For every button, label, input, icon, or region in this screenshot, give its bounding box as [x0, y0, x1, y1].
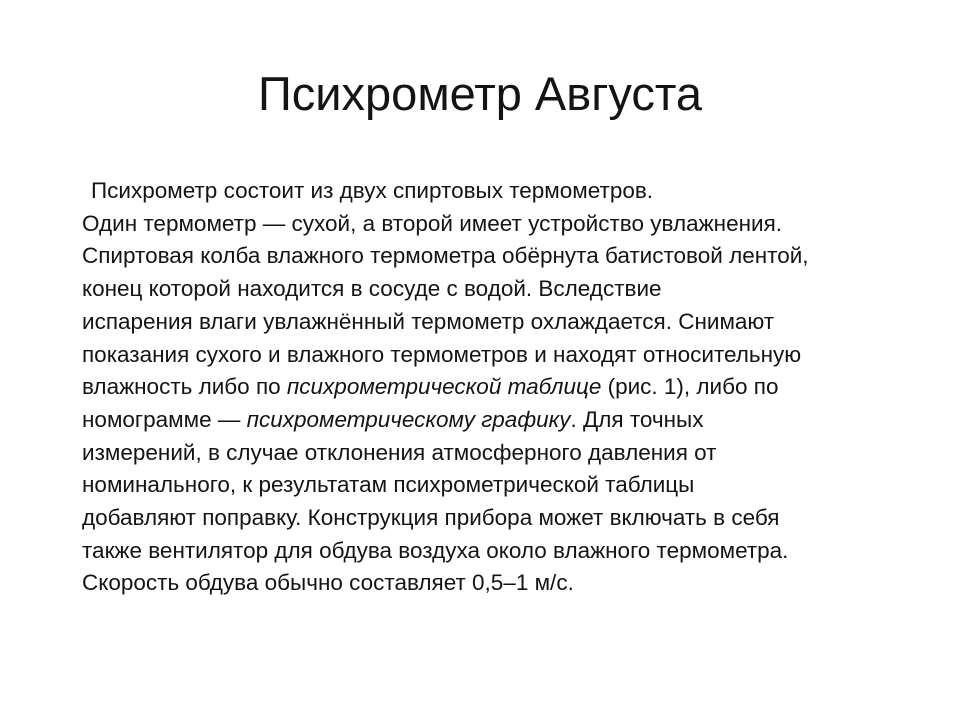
body-line: [82, 404, 912, 437]
body-line: [82, 306, 912, 339]
body-line: [82, 567, 912, 600]
body-text: измерений, в случае отклонения атмосферного давления от: [82, 439, 717, 465]
term-psychrometric-chart: психрометрическому графику: [246, 406, 571, 432]
body-text: Один термометр — сухой, а второй имеет устройство увлажнения.: [82, 210, 783, 236]
body-text: Психрометр состоит из двух спиртовых термометров.: [91, 178, 654, 203]
body-line: [82, 208, 912, 241]
body-line: [82, 469, 912, 502]
body-text: Спиртовая колба влажного термометра обёрнута батистовой лентой,: [82, 243, 809, 269]
slide-title: Психрометр Августа: [258, 67, 702, 120]
body-line: [82, 437, 912, 470]
body-line: [82, 535, 912, 568]
body-line: [82, 175, 912, 208]
body-text: испарения влаги увлажнённый термометр охлаждается. Снимают: [82, 308, 775, 334]
body-text: (рис. 1), либо по: [601, 374, 779, 400]
body-text: также вентилятор для обдува воздуха около влажного термометра.: [82, 537, 789, 563]
body-text: конец которой находится в сосуде с водой. Вследствие: [82, 276, 662, 302]
body-text: номинального, к результатам психрометрической таблицы: [82, 472, 695, 498]
slide-body-text: [82, 175, 912, 600]
body-text: влажность либо по: [82, 374, 287, 400]
body-text: показания сухого и влажного термометров и находят относительную: [82, 341, 802, 367]
body-line: [82, 371, 912, 404]
body-text: Скорость обдува обычно составляет 0,5–1 м/с.: [82, 570, 574, 596]
term-psychrometric-table: психрометрической таблице: [286, 374, 602, 400]
body-line: [82, 273, 912, 306]
body-line: [82, 240, 912, 273]
body-text: номограмме —: [82, 406, 247, 432]
body-text: . Для точных: [570, 406, 704, 432]
body-line: [82, 502, 912, 535]
body-text: добавляют поправку. Конструкция прибора может включать в себя: [82, 505, 780, 531]
body-line: [82, 339, 912, 372]
